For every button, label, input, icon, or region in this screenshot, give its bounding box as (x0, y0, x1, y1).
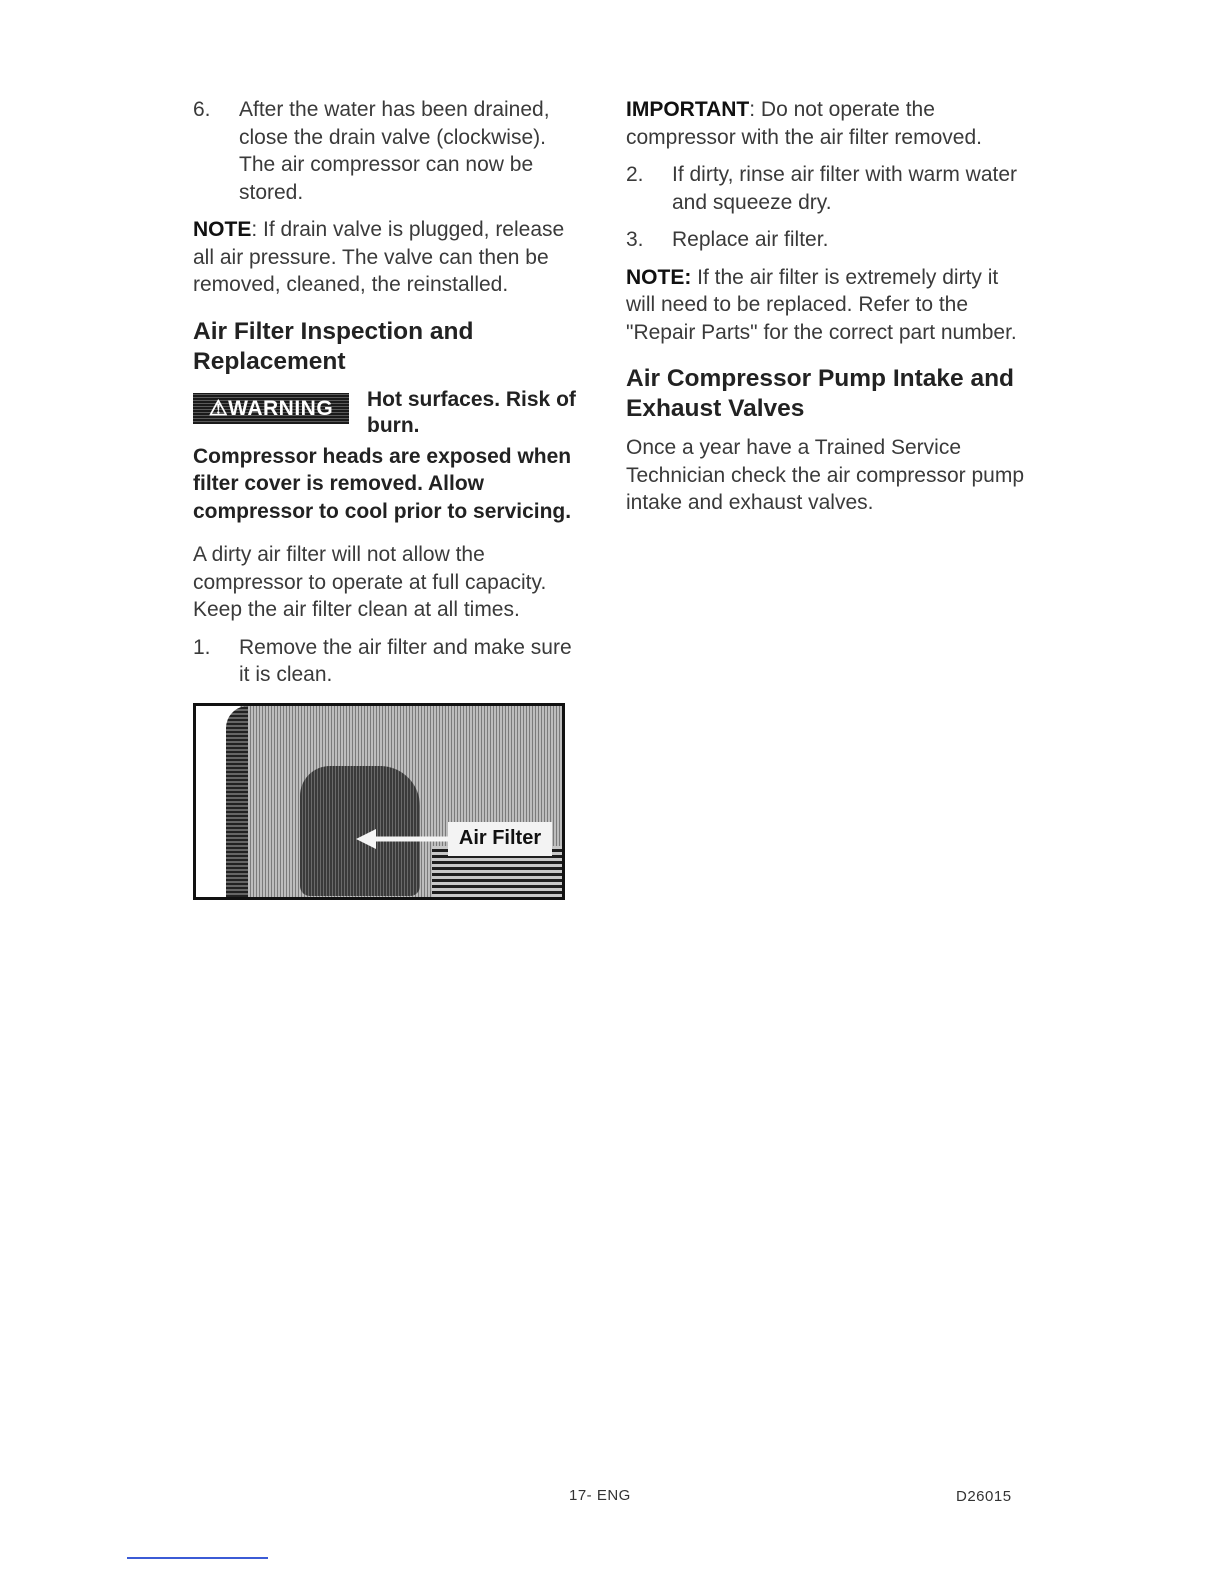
step-number: 6. (193, 98, 211, 121)
step-number: 2. (626, 163, 644, 186)
note-text: : If drain valve is plugged, release all air pressure. The valve can then be removed, cleaned, the reinstalled. (193, 218, 565, 296)
step-2 (626, 161, 1026, 216)
document-code: D26015 (956, 1488, 1012, 1505)
step-6 (193, 96, 585, 206)
note-text: If the air filter is extremely dirty it will need to be replaced. Refer to the "Repair Parts" for the correct part number. (626, 265, 1017, 344)
note-label: NOTE: (626, 265, 692, 289)
section-heading-air-filter: Air Filter Inspection and Replacement (193, 317, 474, 375)
important-label: IMPORTANT (626, 98, 750, 121)
step-1 (193, 634, 585, 689)
arrow-icon (196, 706, 565, 900)
important-notice (626, 96, 1026, 151)
warning-block (193, 387, 585, 439)
note-label: NOTE (193, 218, 252, 241)
step-text: If dirty, rinse air filter with warm water and squeeze dry. (672, 163, 1018, 214)
left-column (193, 96, 585, 900)
important-text: : Do not operate the compressor with the air filter removed. (626, 98, 982, 149)
warning-short-text: Hot surfaces. Risk of burn. (367, 387, 576, 437)
warning-body: Compressor heads are exposed when filter cover is removed. Allow compressor to cool prior to servicing. (193, 444, 572, 523)
step-text: After the water has been drained, close the drain valve (clockwise). The air compressor can now be stored. (239, 98, 550, 204)
step-3 (626, 226, 1026, 254)
step-text: Replace air filter. (672, 228, 829, 251)
right-column (626, 96, 1026, 527)
warning-badge: ⚠WARNING (193, 393, 349, 424)
page-number: 17- ENG (569, 1487, 631, 1504)
note-drain-valve (193, 216, 585, 299)
step-number: 1. (193, 635, 211, 659)
footnote-divider (127, 1557, 268, 1559)
step-text: Remove the air filter and make sure it is clean. (239, 635, 572, 686)
step-number: 3. (626, 228, 644, 251)
dirty-filter-paragraph: A dirty air filter will not allow the compressor to operate at full capacity. Keep the air filter clean at all times. (193, 543, 547, 621)
air-filter-photo (193, 703, 565, 900)
note-replace-filter (626, 264, 1026, 347)
figure-label: Air Filter (448, 822, 552, 856)
valves-paragraph: Once a year have a Trained Service Technician check the air compressor pump intake and exhaust valves. (626, 436, 1025, 514)
section-heading-pump-valves: Air Compressor Pump Intake and Exhaust Valves (626, 365, 1015, 422)
